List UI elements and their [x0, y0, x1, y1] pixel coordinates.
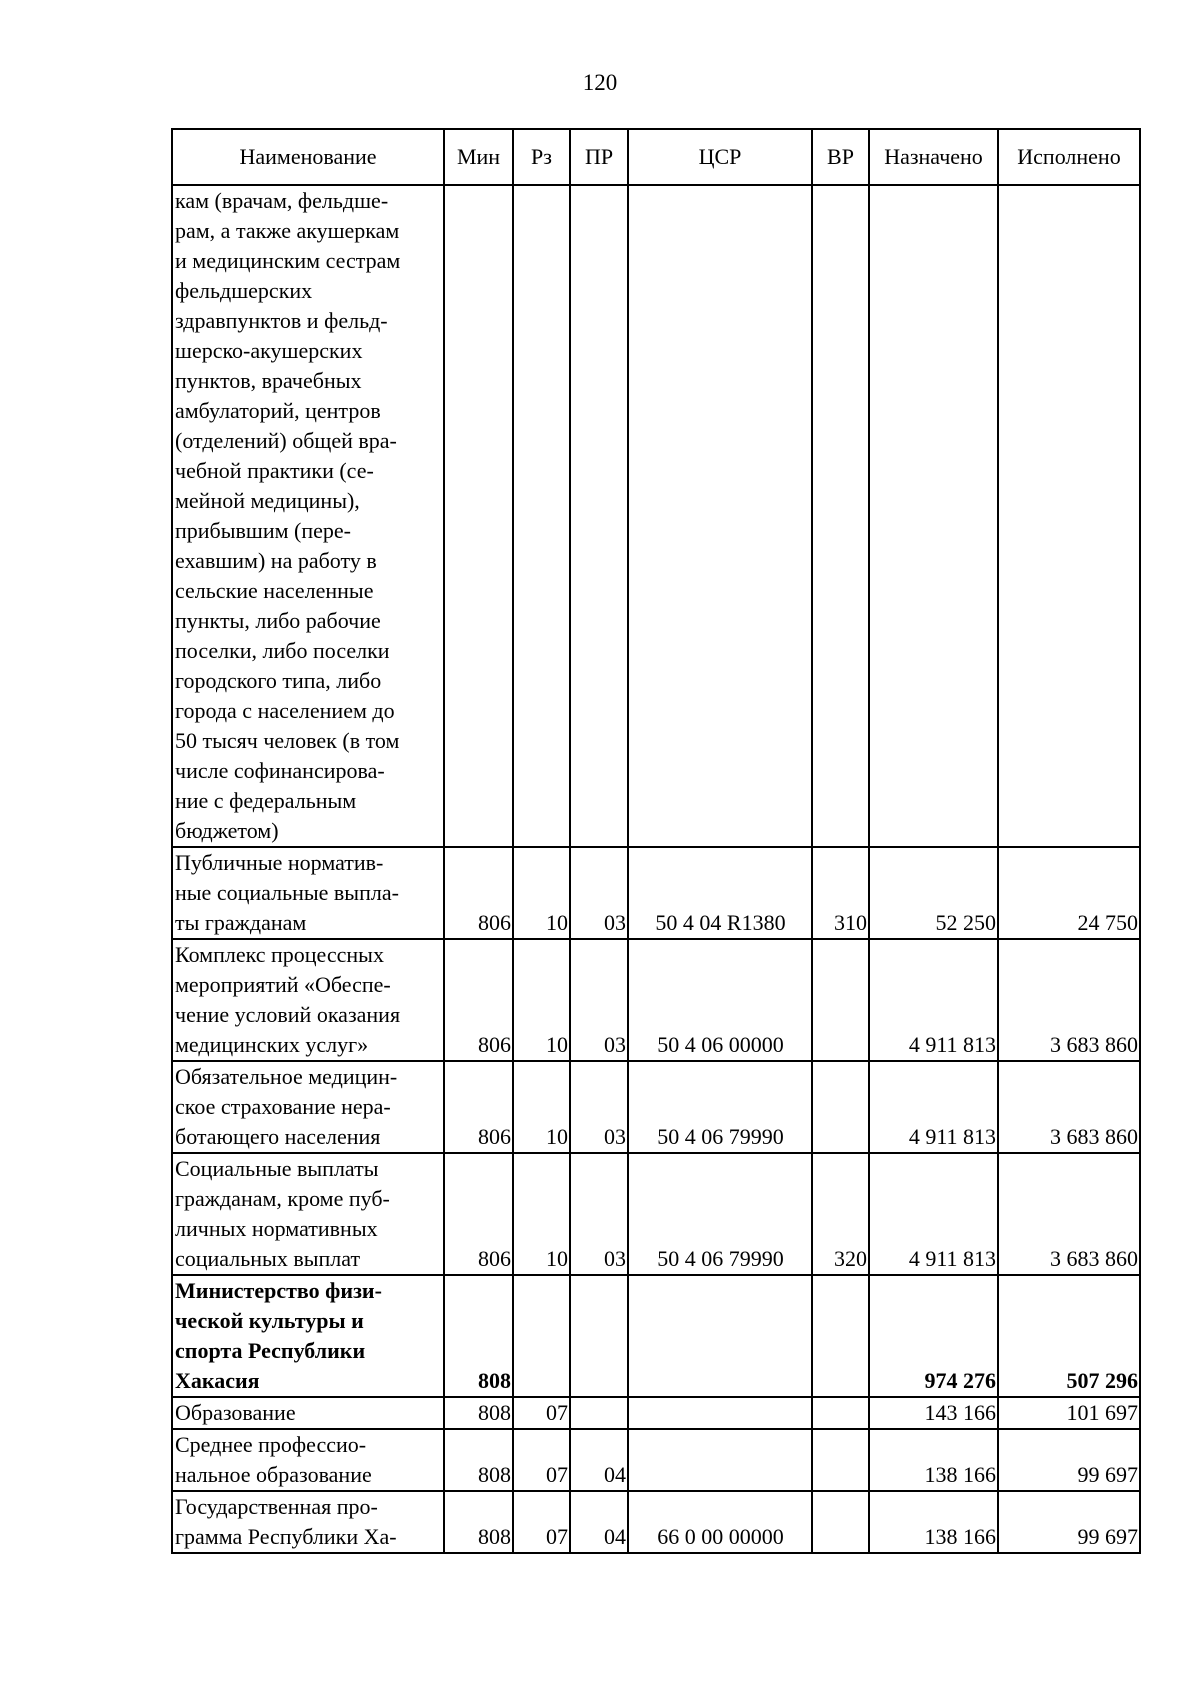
cell-pr: 04	[570, 1429, 628, 1491]
cell-pr: 03	[570, 1061, 628, 1153]
cell-csr: 50 4 06 79990	[628, 1153, 812, 1275]
cell-name: Обязательное медицин- ское страхование нера- ботающего населения	[172, 1061, 444, 1153]
cell-assigned: 138 166	[869, 1429, 998, 1491]
cell-min: 806	[444, 847, 513, 939]
cell-min: 806	[444, 939, 513, 1061]
cell-csr	[628, 1275, 812, 1397]
cell-vr	[812, 185, 869, 847]
cell-rz: 10	[513, 1061, 570, 1153]
table-row	[172, 1491, 1140, 1553]
cell-name: кам (врачам, фельдше- рам, а также акушеркам и медицинским сестрам фельдшерских здравпунктов и фельд- шерско-акушерских пунктов, врачебных амбулаторий, центров (отделений) общей вра- чебной практики (се- мейной медицины), прибывшим (пере- ехавшим) на работу в сельские населенные пункты, либо рабочие поселки, либо поселки городского типа, либо города с населением до 50 тысяч человек (в том числе софинансирова- ние с федеральным бюджетом)	[172, 185, 444, 847]
cell-name: Публичные норматив- ные социальные выпла- ты гражданам	[172, 847, 444, 939]
table-header-row	[172, 129, 1140, 185]
cell-assigned	[869, 185, 998, 847]
cell-pr: 04	[570, 1491, 628, 1553]
cell-min	[444, 185, 513, 847]
cell-executed: 99 697	[998, 1429, 1140, 1491]
cell-rz: 10	[513, 1153, 570, 1275]
cell-vr	[812, 1061, 869, 1153]
cell-executed: 3 683 860	[998, 1061, 1140, 1153]
cell-executed: 507 296	[998, 1275, 1140, 1397]
table-row-ministry	[172, 1275, 1140, 1397]
cell-rz: 10	[513, 847, 570, 939]
cell-assigned: 4 911 813	[869, 939, 998, 1061]
cell-min: 808	[444, 1429, 513, 1491]
cell-min: 808	[444, 1397, 513, 1429]
cell-executed: 101 697	[998, 1397, 1140, 1429]
cell-pr	[570, 1275, 628, 1397]
budget-table	[171, 128, 1141, 1554]
header-rz: Рз	[513, 129, 570, 185]
header-vr: ВР	[812, 129, 869, 185]
header-assigned: Назначено	[869, 129, 998, 185]
cell-executed: 24 750	[998, 847, 1140, 939]
cell-rz: 07	[513, 1397, 570, 1429]
cell-min: 808	[444, 1275, 513, 1397]
cell-vr: 310	[812, 847, 869, 939]
cell-vr	[812, 1429, 869, 1491]
cell-executed: 99 697	[998, 1491, 1140, 1553]
cell-name: Комплекс процессных мероприятий «Обеспе- чение условий оказания медицинских услуг»	[172, 939, 444, 1061]
cell-assigned: 138 166	[869, 1491, 998, 1553]
cell-assigned: 4 911 813	[869, 1153, 998, 1275]
table-row	[172, 185, 1140, 847]
cell-min: 806	[444, 1153, 513, 1275]
cell-rz: 10	[513, 939, 570, 1061]
cell-csr	[628, 1429, 812, 1491]
cell-rz	[513, 185, 570, 847]
header-name: Наименование	[172, 129, 444, 185]
cell-pr: 03	[570, 939, 628, 1061]
cell-name: Социальные выплаты гражданам, кроме пуб- личных нормативных социальных выплат	[172, 1153, 444, 1275]
cell-vr	[812, 1275, 869, 1397]
table-row	[172, 1153, 1140, 1275]
table-row	[172, 1061, 1140, 1153]
cell-min: 806	[444, 1061, 513, 1153]
cell-assigned: 4 911 813	[869, 1061, 998, 1153]
header-csr: ЦСР	[628, 129, 812, 185]
cell-name: Государственная про- грамма Республики Ха-	[172, 1491, 444, 1553]
header-pr: ПР	[570, 129, 628, 185]
cell-executed: 3 683 860	[998, 939, 1140, 1061]
cell-name: Среднее профессио- нальное образование	[172, 1429, 444, 1491]
table-row	[172, 939, 1140, 1061]
cell-name: Министерство физи- ческой культуры и спорта Республики Хакасия	[172, 1275, 444, 1397]
cell-pr: 03	[570, 1153, 628, 1275]
cell-csr: 50 4 04 R1380	[628, 847, 812, 939]
page-number: 120	[582, 70, 618, 95]
cell-pr	[570, 1397, 628, 1429]
cell-vr	[812, 1491, 869, 1553]
cell-csr	[628, 185, 812, 847]
table-row	[172, 1429, 1140, 1491]
cell-rz	[513, 1275, 570, 1397]
cell-csr: 50 4 06 00000	[628, 939, 812, 1061]
table-row	[172, 1397, 1140, 1429]
cell-pr	[570, 185, 628, 847]
cell-vr	[812, 1397, 869, 1429]
header-executed: Исполнено	[998, 129, 1140, 185]
cell-csr	[628, 1397, 812, 1429]
cell-vr: 320	[812, 1153, 869, 1275]
cell-vr	[812, 939, 869, 1061]
cell-executed	[998, 185, 1140, 847]
cell-assigned: 52 250	[869, 847, 998, 939]
cell-rz: 07	[513, 1491, 570, 1553]
cell-executed: 3 683 860	[998, 1153, 1140, 1275]
cell-min: 808	[444, 1491, 513, 1553]
cell-rz: 07	[513, 1429, 570, 1491]
header-min: Мин	[444, 129, 513, 185]
cell-pr: 03	[570, 847, 628, 939]
table-row	[172, 847, 1140, 939]
cell-assigned: 974 276	[869, 1275, 998, 1397]
cell-assigned: 143 166	[869, 1397, 998, 1429]
cell-csr: 50 4 06 79990	[628, 1061, 812, 1153]
cell-csr: 66 0 00 00000	[628, 1491, 812, 1553]
cell-name: Образование	[172, 1397, 444, 1429]
